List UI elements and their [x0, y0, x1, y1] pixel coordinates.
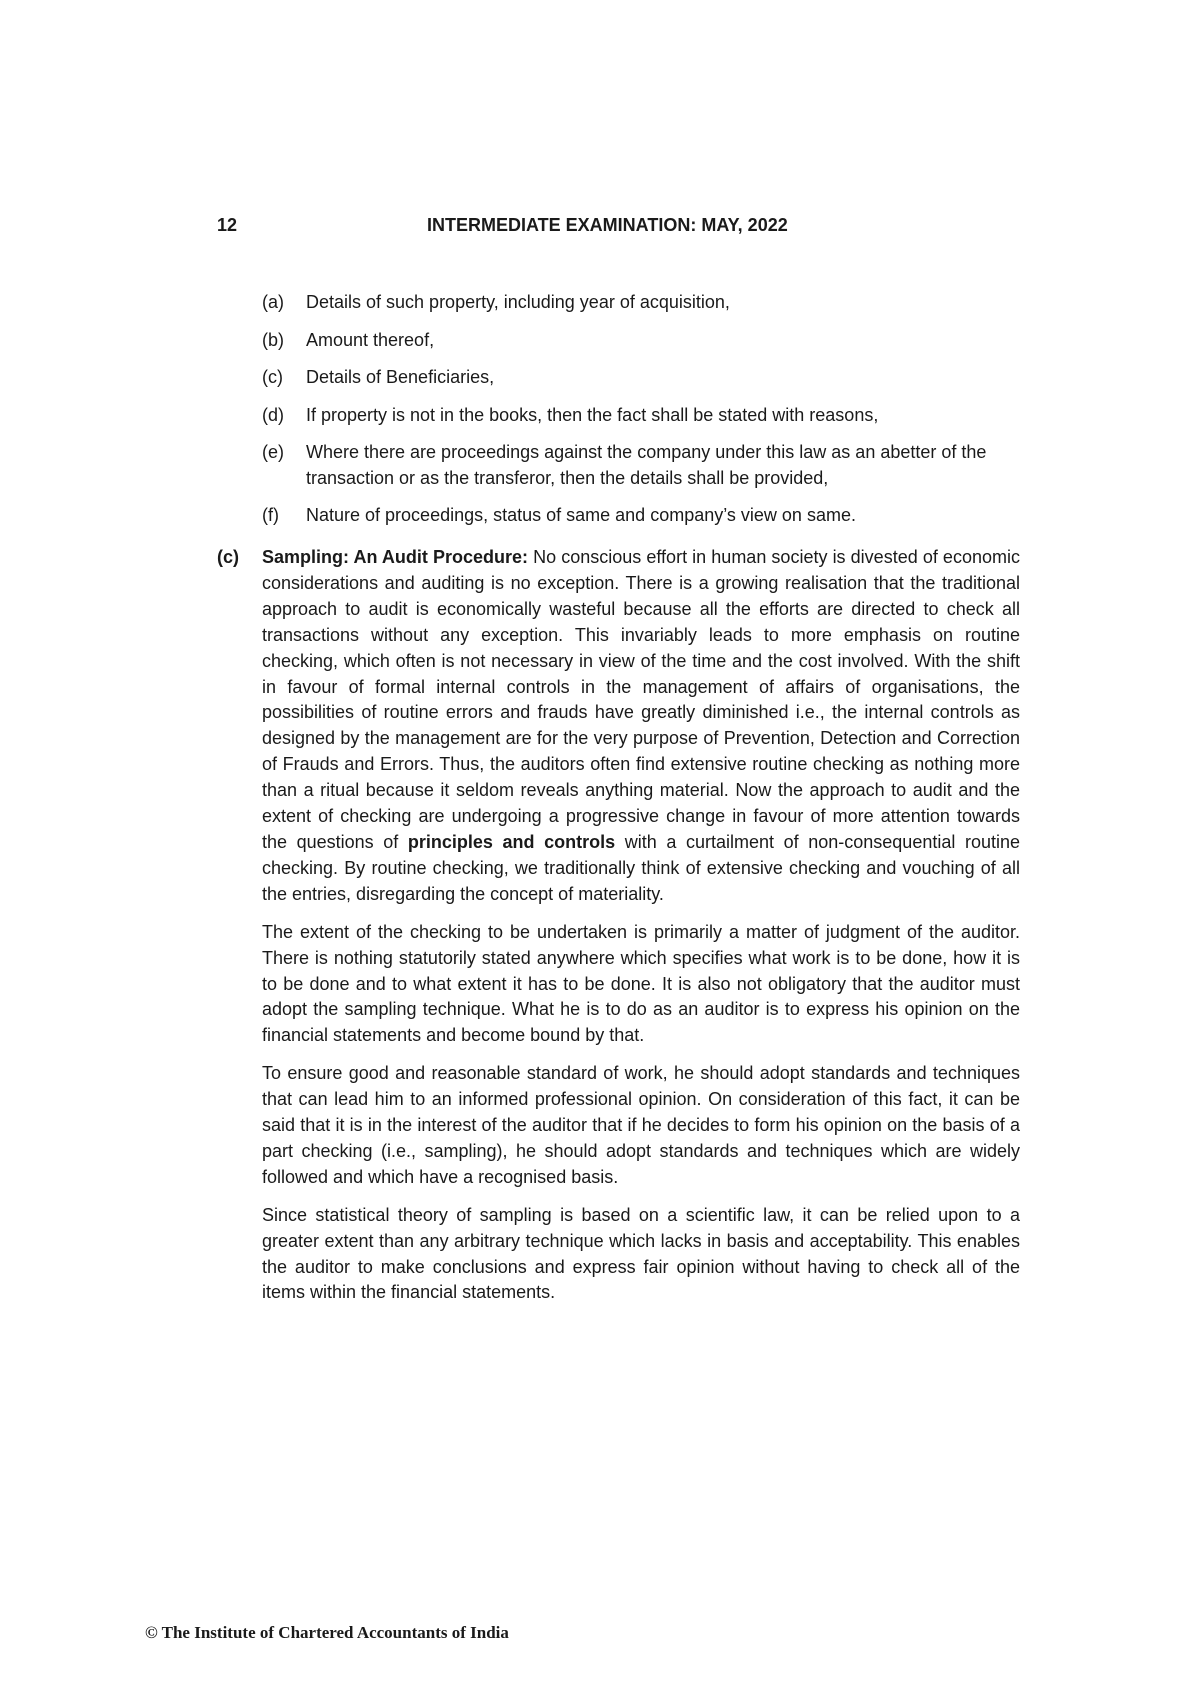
paragraph-2: The extent of the checking to be undertaken is primarily a matter of judgment of the auditor. There is nothing statutorily stated anywhere which specifies what work is to be done, how it is to be done and to what extent it has to be done. It is also not obligatory that the auditor must adopt the sampling technique. What he is to do as an auditor is to express his opinion on the financial statements and become bound by that. [262, 921, 1020, 1046]
section-body [262, 545, 1020, 1306]
list-item-text: Details of such property, including year of acquisition, [306, 292, 730, 312]
list-item-label: (a) [262, 292, 284, 312]
list-item-label: (d) [262, 404, 284, 425]
list-item [262, 503, 1022, 529]
section-sampling [217, 545, 1020, 1318]
page-number: 12 [217, 215, 238, 235]
list-item [262, 365, 1022, 391]
list-item-text: If property is not in the books, then the fact shall be stated with reasons, [306, 404, 879, 425]
paragraph-1-text-b: with a curtailment of non-consequential routine checking. By routine checking, we traditionally think of extensive checking and vouching of all the entries, disregarding the concept of materiality. [262, 831, 1020, 904]
paragraph-4: Since statistical theory of sampling is based on a scientific law, it can be relied upon to a greater extent than any arbitrary technique which lacks in basis and acceptability. This enables the auditor to make conclusions and express fair opinion without having to check all of the items within the financial statements. [262, 1204, 1020, 1303]
property-details-list [262, 290, 1022, 541]
paragraph-1 [262, 545, 1020, 908]
page-header [217, 215, 1047, 241]
section-heading: Sampling: An Audit Procedure: [262, 547, 528, 567]
list-item [262, 328, 1022, 354]
list-item [262, 403, 1022, 429]
list-item-label: (e) [262, 442, 284, 462]
list-item-label: (c) [262, 367, 283, 387]
list-item [262, 290, 1022, 316]
paragraph-1-text-a: No conscious effort in human society is divested of economic considerations and auditing is no exception. There is a growing realisation that the traditional approach to audit is economically wasteful because all the efforts are directed to check all transactions without any exception. This invariably leads to more emphasis on routine checking, which often is not necessary in view of the time and the cost involved. With the shift in favour of formal internal controls in the management of affairs of organisations, the possibilities of routine errors and frauds have greatly diminished i.e., the internal controls as designed by the management are for the very purpose of Prevention, Detection and Correction of Frauds and Errors. Thus, the auditors often find extensive routine checking as nothing more than a ritual because it seldom reveals anything material. Now the approach to audit and the extent of checking are undergoing a progressive change in favour of more attention towards the questions of [262, 547, 1020, 852]
list-item-text: Amount thereof, [306, 329, 435, 350]
paragraph-1-bold-phrase: principles and controls [407, 831, 616, 852]
paragraph-3: To ensure good and reasonable standard of work, he should adopt standards and techniques that can lead him to an informed professional opinion. On consideration of this fact, it can be said that it is in the interest of the auditor that if he decides to form his opinion on the basis of a part checking (i.e., sampling), he should adopt standards and techniques which are widely followed and which have a recognised basis. [262, 1063, 1020, 1187]
list-item-text: Where there are proceedings against the company under this law as an abetter of the transaction or as the transferor, then the details shall be provided, [306, 442, 987, 488]
page-title: INTERMEDIATE EXAMINATION: MAY, 2022 [427, 215, 788, 235]
list-item-text: Nature of proceedings, status of same and company’s view on same. [306, 505, 856, 525]
list-item-label: (b) [262, 329, 284, 350]
list-item-text: Details of Beneficiaries, [306, 367, 495, 387]
list-item-label: (f) [262, 505, 279, 525]
section-label: (c) [217, 547, 239, 567]
list-item [262, 440, 1022, 491]
copyright-footer: © The Institute of Chartered Accountants of India [145, 1623, 509, 1642]
